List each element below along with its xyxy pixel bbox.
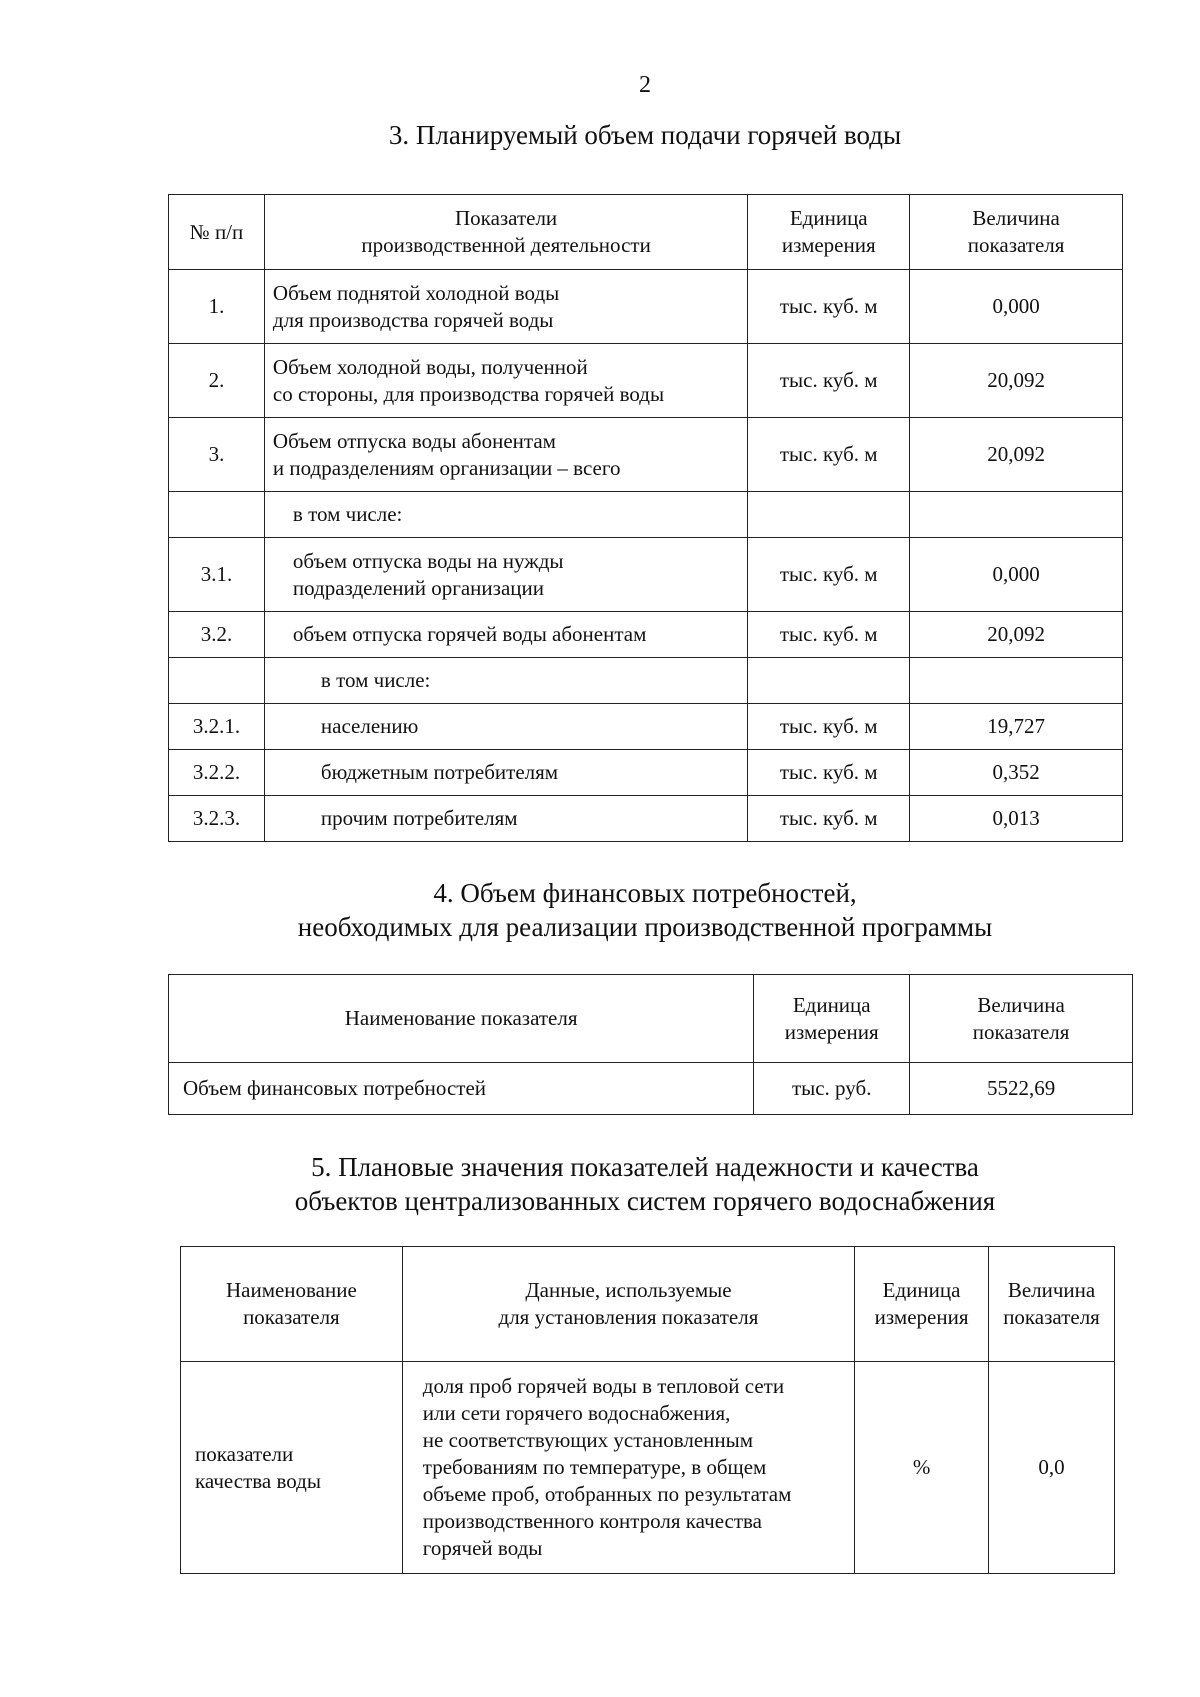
table-row: [169, 538, 1123, 612]
row-label: объем отпуска воды на нужды подразделений организации: [264, 538, 747, 612]
table-row: [169, 1063, 1133, 1115]
row-value: 20,092: [910, 418, 1123, 492]
table-row: [169, 704, 1123, 750]
header-unit: Единица измерения: [754, 975, 910, 1063]
row-unit: [748, 658, 910, 704]
page-number: 2: [639, 72, 651, 98]
row-unit: тыс. куб. м: [748, 612, 910, 658]
table-header-row: [169, 975, 1133, 1063]
row-num: [169, 658, 265, 704]
table-row: [169, 658, 1123, 704]
row-label: объем отпуска горячей воды абонентам: [264, 612, 747, 658]
row-label: бюджетным потребителям: [264, 750, 747, 796]
row-unit: тыс. куб. м: [748, 750, 910, 796]
row-unit: тыс. куб. м: [748, 418, 910, 492]
row-unit: [748, 492, 910, 538]
row-num: 3.2.1.: [169, 704, 265, 750]
row-label: Объем поднятой холодной воды для производства горячей воды: [264, 270, 747, 344]
table-row: [169, 750, 1123, 796]
row-num: [169, 492, 265, 538]
table-header-row: [169, 195, 1123, 270]
header-name: Наименование показателя: [169, 975, 754, 1063]
section5-title: 5. Плановые значения показателей надежности и качества объектов централизованных систем горячего водоснабжения: [294, 1152, 996, 1216]
header-value: Величина показателя: [989, 1247, 1115, 1362]
reliability-quality-table: [180, 1246, 1115, 1574]
row-num: 3.2.: [169, 612, 265, 658]
header-unit: Единица измерения: [855, 1247, 989, 1362]
row-value: [910, 492, 1123, 538]
header-name: Наименование показателя: [181, 1247, 403, 1362]
table-row: [169, 612, 1123, 658]
table-row: [169, 492, 1123, 538]
header-value: Величина показателя: [910, 975, 1133, 1063]
table-row: [169, 270, 1123, 344]
row-num: 3.2.3.: [169, 796, 265, 842]
row-label: прочим потребителям: [264, 796, 747, 842]
table-row: [169, 344, 1123, 418]
row-value: 0,013: [910, 796, 1123, 842]
row-num: 2.: [169, 344, 265, 418]
row-value: 0,000: [910, 538, 1123, 612]
row-value: 0,352: [910, 750, 1123, 796]
row-unit: тыс. куб. м: [748, 704, 910, 750]
header-indicator: Показатели производственной деятельности: [264, 195, 747, 270]
row-name: Объем финансовых потребностей: [169, 1063, 754, 1115]
row-num: 3.1.: [169, 538, 265, 612]
header-data: Данные, используемые для установления показателя: [402, 1247, 854, 1362]
row-unit: тыс. куб. м: [748, 344, 910, 418]
header-unit: Единица измерения: [748, 195, 910, 270]
row-value: [910, 658, 1123, 704]
row-unit: %: [855, 1362, 989, 1574]
row-num: 3.2.2.: [169, 750, 265, 796]
header-num: № п/п: [169, 195, 265, 270]
row-unit: тыс. куб. м: [748, 538, 910, 612]
row-value: 0,000: [910, 270, 1123, 344]
row-label: населению: [264, 704, 747, 750]
row-label: Объем холодной воды, полученной со стороны, для производства горячей воды: [264, 344, 747, 418]
section3-title: 3. Планируемый объем подачи горячей воды: [388, 120, 902, 150]
table-row: [169, 418, 1123, 492]
row-label: в том числе:: [264, 492, 747, 538]
table-row: [181, 1362, 1115, 1574]
row-label: в том числе:: [264, 658, 747, 704]
row-label: Объем отпуска воды абонентам и подразделениям организации – всего: [264, 418, 747, 492]
row-value: 0,0: [989, 1362, 1115, 1574]
row-unit: тыс. куб. м: [748, 796, 910, 842]
row-name: показатели качества воды: [181, 1362, 403, 1574]
row-num: 1.: [169, 270, 265, 344]
financial-needs-table: [168, 974, 1133, 1115]
row-value: 19,727: [910, 704, 1123, 750]
table-row: [169, 796, 1123, 842]
row-value: 20,092: [910, 612, 1123, 658]
row-unit: тыс. куб. м: [748, 270, 910, 344]
row-data: доля проб горячей воды в тепловой сети или сети горячего водоснабжения, не соответствующих установленным требованиям по температуре, в общем объеме проб, отобранных по результатам производственного контроля качества горячей воды: [402, 1362, 854, 1574]
row-value: 5522,69: [910, 1063, 1133, 1115]
row-value: 20,092: [910, 344, 1123, 418]
section4-title: 4. Объем финансовых потребностей, необходимых для реализации производственной программы: [297, 878, 993, 942]
hot-water-volume-table: [168, 194, 1123, 842]
row-unit: тыс. руб.: [754, 1063, 910, 1115]
table-header-row: [181, 1247, 1115, 1362]
row-num: 3.: [169, 418, 265, 492]
header-value: Величина показателя: [910, 195, 1123, 270]
